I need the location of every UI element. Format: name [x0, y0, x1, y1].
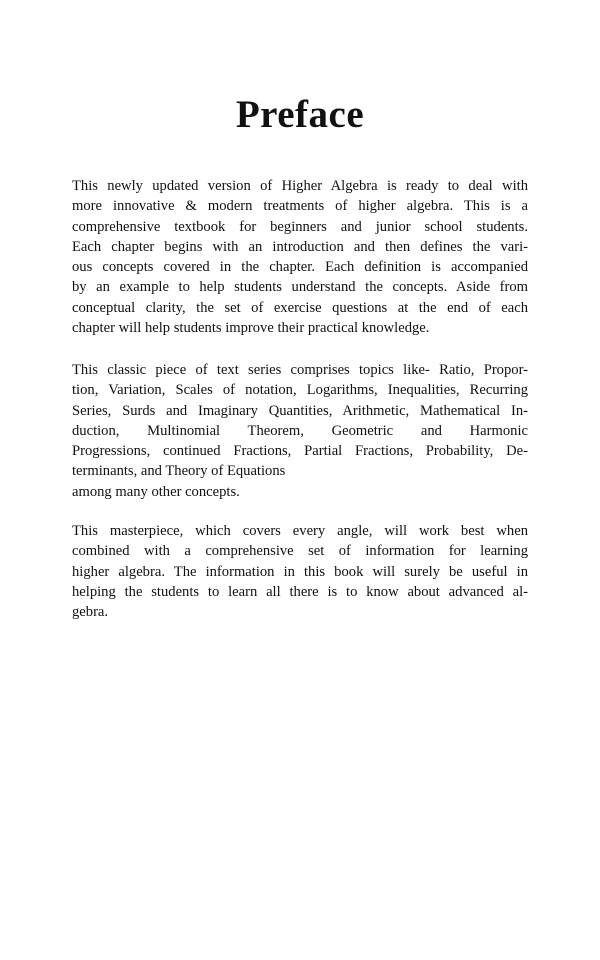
text-line: This classic piece of text series comprises topics like- Ratio, Propor- — [72, 362, 528, 378]
text-line: Each chapter begins with an introduction and then defines the vari- — [72, 238, 528, 255]
text-line: higher algebra. The information in this book will surely be useful in — [72, 563, 528, 580]
text-line: gebra. — [72, 604, 109, 621]
text-line: combined with a comprehensive set of information for learning — [72, 543, 528, 560]
text-line: terminants, and Theory of Equations — [72, 463, 286, 480]
text-line: duction, Multinomial Theorem, Geometric and Harmonic — [72, 422, 528, 439]
text-line: comprehensive textbook for beginners and junior school students. — [72, 218, 528, 235]
text-line: helping the students to learn all there is to know about advanced al- — [72, 583, 528, 600]
text-line: conceptual clarity, the set of exercise questions at the end of each — [72, 299, 528, 316]
text-line: among many other concepts. — [72, 483, 240, 500]
paragraph-intro — [72, 176, 528, 338]
text-line: This masterpiece, which covers every angle, will work best when — [72, 523, 528, 539]
text-line: tion, Variation, Scales of notation, Logarithms, Inequalities, Recurring — [72, 382, 528, 399]
text-line: This newly updated version of Higher Algebra is ready to deal with — [72, 178, 528, 194]
paragraph-topics — [72, 360, 528, 502]
text-line: Series, Surds and Imaginary Quantities, Arithmetic, Mathematical In- — [72, 402, 528, 419]
page-title: Preface — [235, 93, 365, 136]
text-line: ous concepts covered in the chapter. Each definition is accompanied — [72, 259, 528, 276]
text-line: chapter will help students improve their practical knowledge. — [72, 320, 430, 337]
text-line: more innovative & modern treatments of higher algebra. This is a — [72, 198, 528, 215]
paragraph-conclusion — [72, 521, 528, 622]
text-line: by an example to help students understand the concepts. Aside from — [72, 279, 528, 296]
text-line: Progressions, continued Fractions, Partial Fractions, Probability, De- — [72, 443, 528, 460]
